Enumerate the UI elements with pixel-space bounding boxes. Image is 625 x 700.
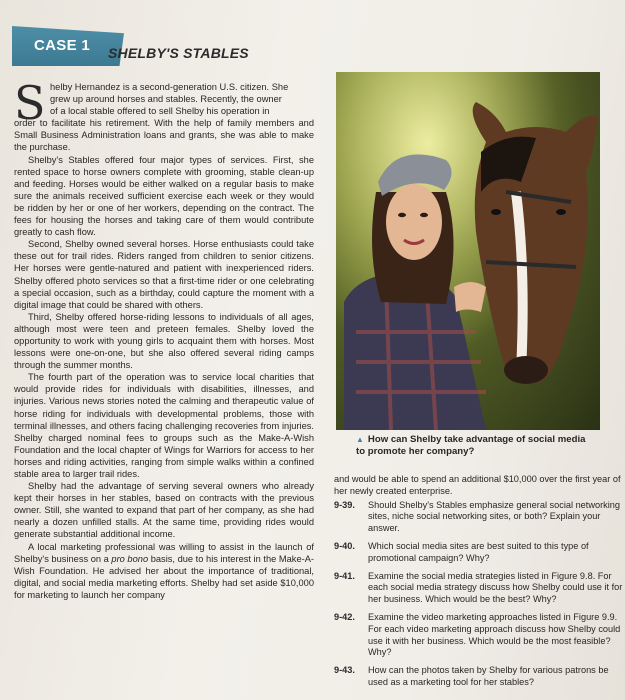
- photo-illustration: [336, 72, 600, 430]
- question-number: 9-43.: [334, 665, 355, 676]
- question-text: How can the photos taken by Shelby for various patrons be used as a marketing tool for her stables?: [368, 665, 609, 687]
- article-text: basis, due to his interest in the Make-A-Wish Foundation. He advised her about the importance of traditional, digital, and social media marketing efforts. Shelby had set aside $10,000 for marketing to launch her company: [14, 553, 315, 600]
- case-label: CASE 1: [34, 37, 90, 54]
- article-continuation: and would be able to spend an additional $10,000 over the first year of her newly created enterprise.: [334, 474, 621, 496]
- article-emphasis: pro bono: [111, 553, 149, 564]
- question-number: 9-39.: [334, 499, 355, 510]
- question-text: Which social media sites are best suited to this type of promotional campaign? Why?: [368, 540, 589, 563]
- article-line: grew up around horses and stables. Recently, the owner: [50, 94, 282, 105]
- caption-triangle-icon: ▲: [356, 435, 364, 444]
- horse-photo: [336, 72, 600, 430]
- drop-cap: S: [14, 76, 46, 130]
- article-paragraph-7: [14, 541, 314, 601]
- caption-text: How can Shelby take advantage of social media to promote her company?: [356, 434, 586, 457]
- question-item: [334, 500, 624, 535]
- article-paragraph-3: Second, Shelby owned several horses. Horse enthusiasts could take these out for trail rides. Riders ranged from children to senior citizens. Her horses were gentle-natured and patient with inexperienced riders. Shelby offered photo services so that a first-time rider or one celebrating a special occasion, such as a birthday, could capture the moment with a digital image that could be shared with others.: [14, 239, 314, 310]
- article-paragraph-6: Shelby had the advantage of serving several owners who already kept their horses in her stables, based on contracts with the previous owner. Still, she wanted to expand that part of her company, as she had nearly a dozen unfilled stalls. At the same time, providing rides would generate substantial additional income.: [14, 481, 314, 540]
- question-item: [334, 612, 624, 659]
- photo-caption: [356, 434, 596, 458]
- question-text: Should Shelby's Stables emphasize general social networking sites, niche social networking sites, or both? Explain your answer.: [368, 499, 621, 534]
- horse-eye: [556, 209, 566, 215]
- hand: [454, 282, 486, 312]
- article-text: order to facilitate his retirement. With the help of family members and Small Business Administration loans and grants, she was able to make the purchase.: [14, 118, 314, 153]
- question-item: [334, 571, 624, 606]
- article-paragraph-4: Third, Shelby offered horse-riding lessons to individuals of all ages, although most were teen and preteen females. Shelby loved the opportunity to work with young girls to acquaint them with horses. Most lessons were one-on-one, but she also offered several riding camps through the summer months.: [14, 311, 314, 371]
- article-paragraph-1: [14, 76, 314, 154]
- article-paragraph-5: The fourth part of the operation was to service local charities that would provide rides for individuals with disabilities, illnesses, and injuries. Various news stories noted the calming and therapeutic value of horse riding for individuals with developmental problems, those with terminal illnesses, and others facing challenging recoveries from injuries. Shelby charged nominal fees to groups such as the Make-A-Wish Foundation and the local chapter of Wings for Warriors for access to her horses and riding activities, ranging from simple walks within a confined stable area to larger trail rides.: [14, 372, 314, 479]
- article-body: [14, 76, 315, 601]
- question-text: Examine the social media strategies listed in Figure 9.8. For each social media strategy discuss how Shelby could use it for her business. Which would be the best? Why?: [368, 570, 623, 605]
- question-number: 9-40.: [334, 540, 355, 551]
- horse-muzzle: [504, 356, 548, 384]
- question-text: Examine the video marketing approaches listed in Figure 9.9. For each video marketing approach discuss how Shelby could use it with her business. Which would be the most feasible? Why?: [368, 611, 621, 658]
- article-text: A local marketing professional was willing to assist in the launch of Shelby's business on a: [14, 541, 314, 564]
- article-line: helby Hernandez is a second-generation U.S. citizen. She: [50, 82, 289, 92]
- question-item: [334, 665, 624, 689]
- case-title: SHELBY'S STABLES: [108, 45, 249, 61]
- horse-eye: [491, 209, 501, 215]
- article-paragraph-2: Shelby's Stables offered four major types of services. First, she rented space to horse owners complete with grooming, stable clean-up and feeding. Horses would be either walked on a regular basis to make sure the animals received sufficient exercise each week or they would be ridden by her or one of her workers, depending on the contract. The fees for housing the horses and taking care of them would contribute greatly to cash flow.: [14, 154, 314, 238]
- face: [386, 184, 442, 260]
- question-item: [334, 541, 624, 565]
- eye: [420, 213, 428, 217]
- article-line: of a local stable offered to sell Shelby his operation in: [50, 106, 270, 117]
- question-number: 9-41.: [334, 570, 355, 581]
- discussion-questions: [334, 474, 624, 695]
- eye: [398, 213, 406, 217]
- question-number: 9-42.: [334, 611, 355, 622]
